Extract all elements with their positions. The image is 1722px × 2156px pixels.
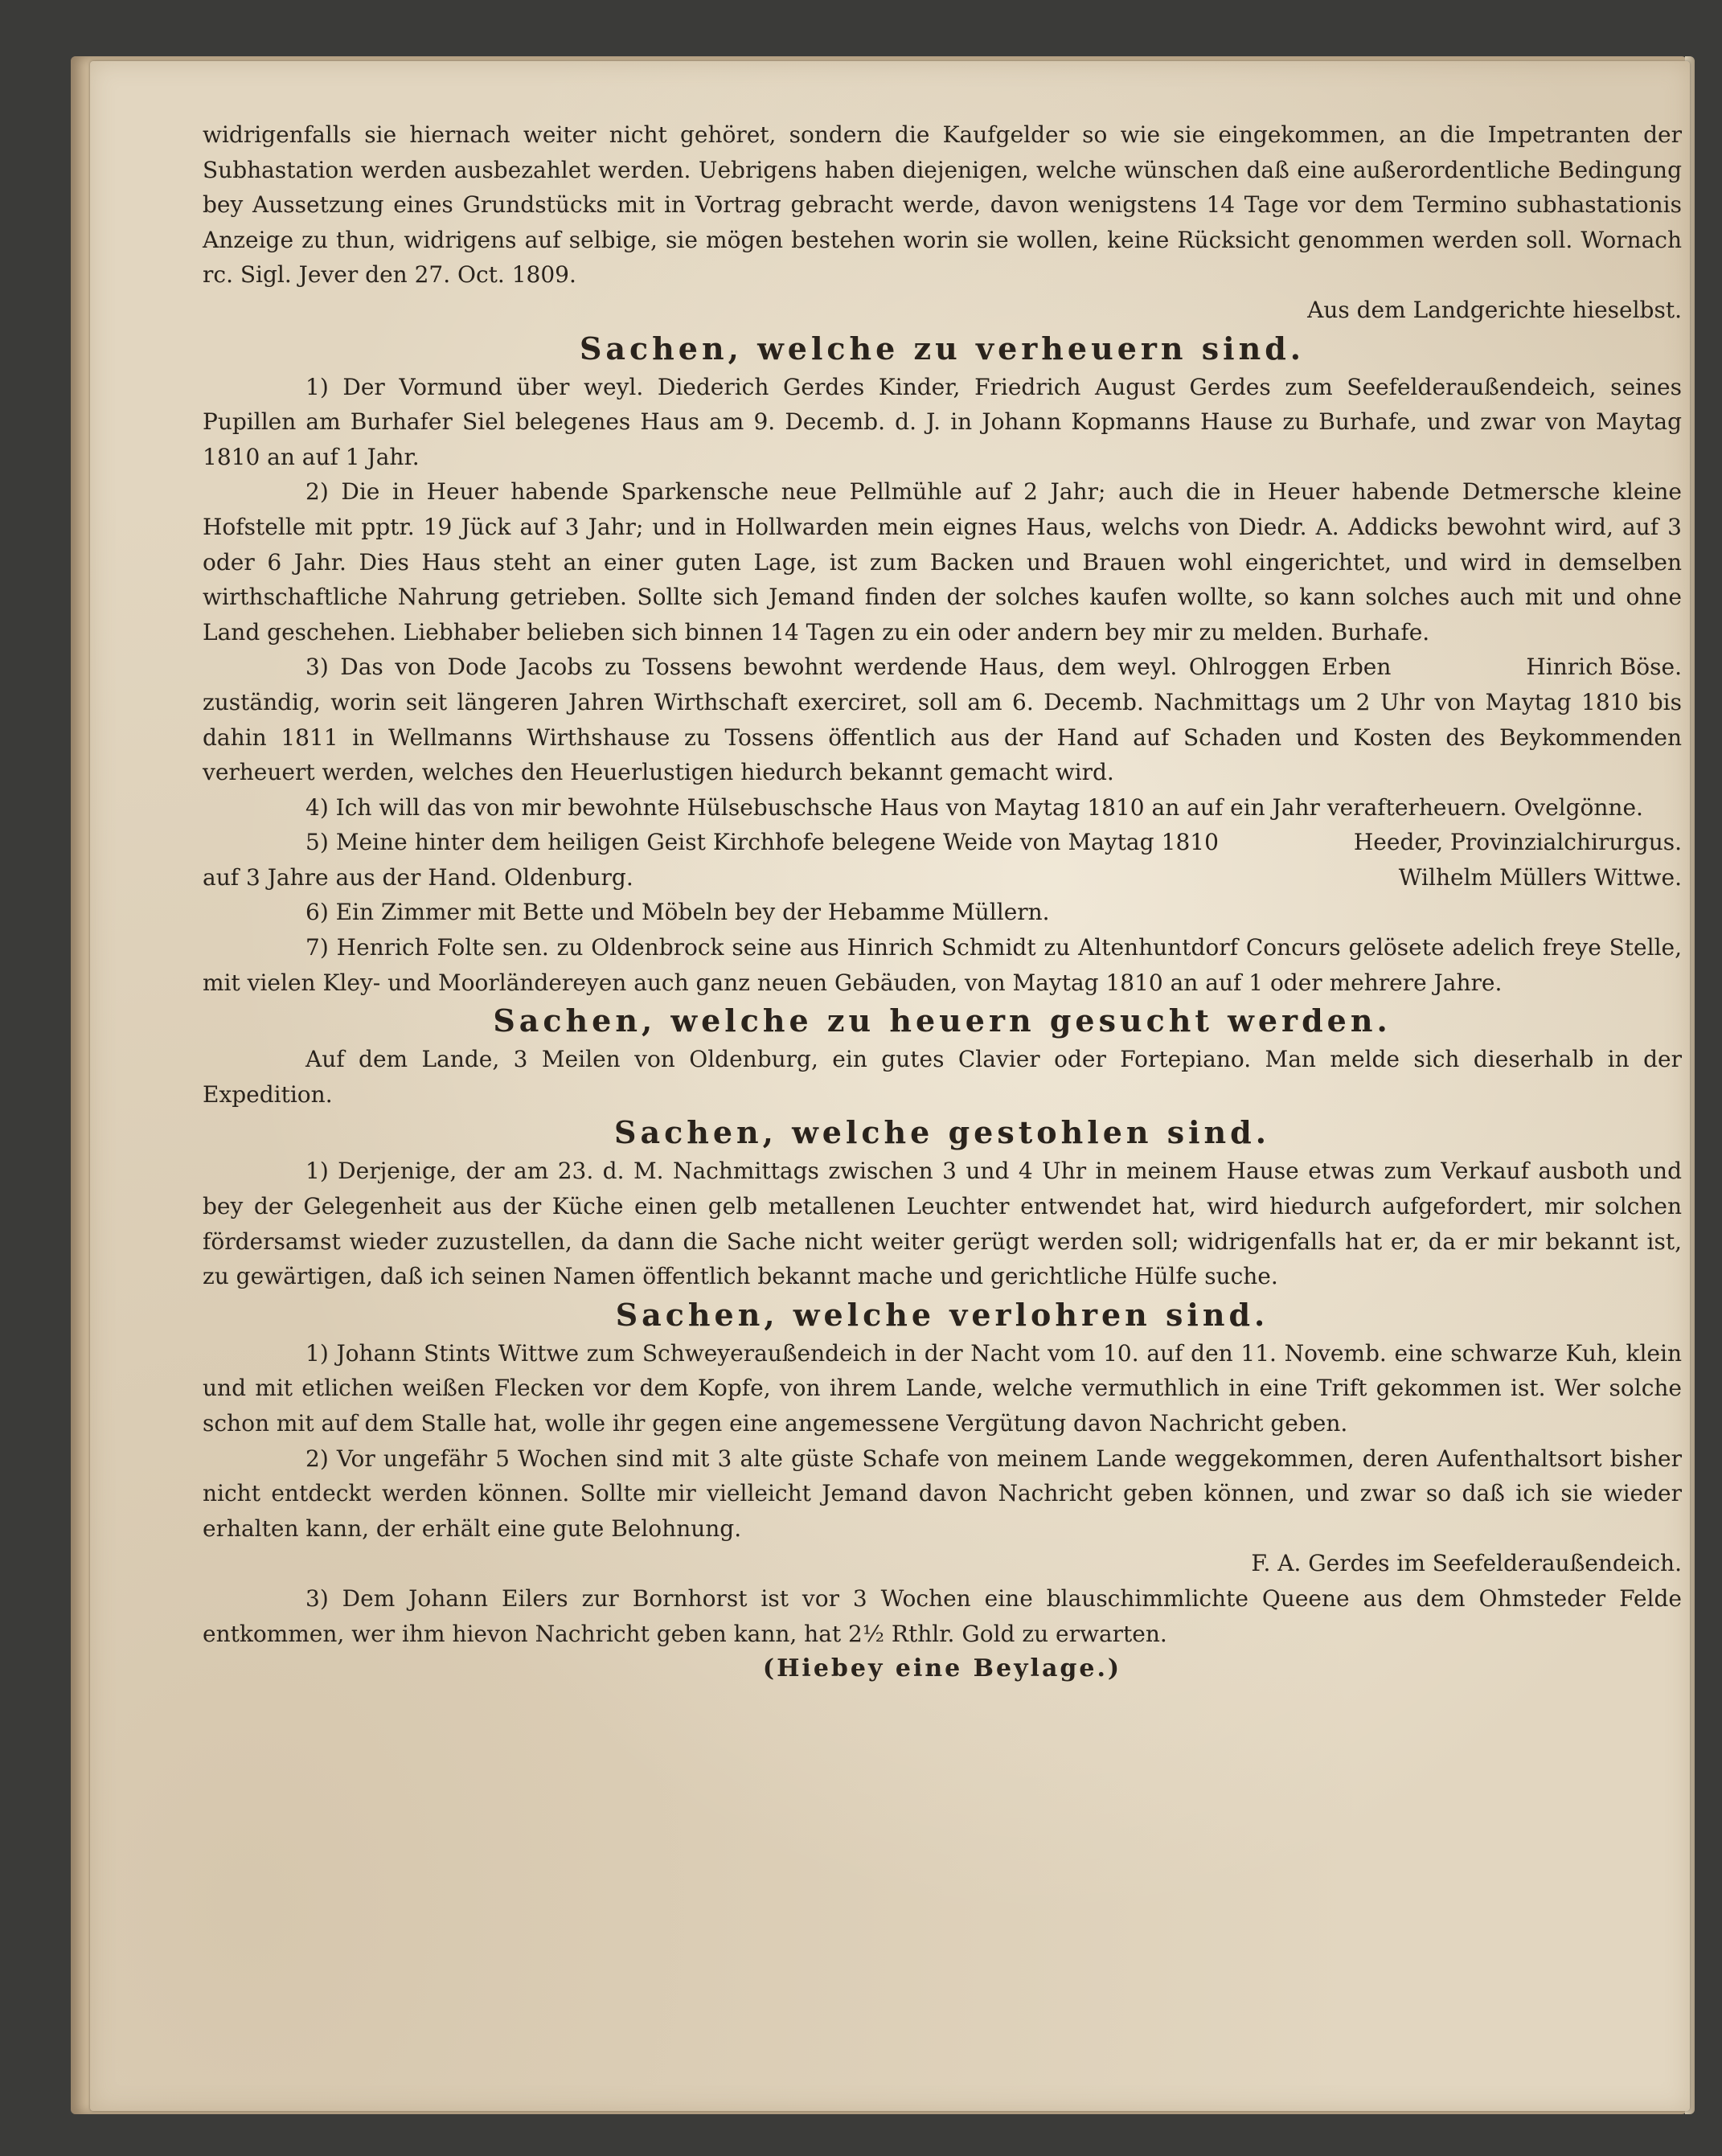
gesucht-item-1: Auf dem Lande, 3 Meilen von Oldenburg, ein gutes Clavier oder Fortepiano. Man melde sich dieserhalb in der Expedition. [203,1046,1682,1108]
verlohren-item-1: 1) Johann Stints Wittwe zum Schweyeraußendeich in der Nacht vom 10. auf den 11. Novemb. eine schwarze Kuh, klein und mit etlichen weißen Flecken vor dem Kopfe, von ihrem Lande, welche vermuthlich in eine Trift gekommen ist. Wer solche schon mit auf dem Stalle hat, wolle ihr gegen eine angemessene Vergütung davon Nachricht geben. [203,1339,1682,1437]
verheuern-item-5-text: 5) Meine hinter dem heiligen Geist Kirchhofe belegene Weide von Maytag 1810 auf 3 Jahre aus der Hand. Oldenburg. [203,829,1219,891]
heading-verlohren: Sachen, welche verlohren sind. [615,1296,1269,1333]
verheuern-item-2 [203,474,1682,681]
verlohren-item-3: 3) Dem Johann Eilers zur Bornhorst ist vor 3 Wochen eine blauschimmlichte Queene aus dem Ohmsteder Felde entkommen, wer ihm hievon Nachricht geben kann, hat 2½ Rthlr. Gold zu erwarten. [203,1584,1682,1647]
verheuern-item-4 [203,790,1682,856]
gestohlen-item-1: 1) Derjenige, der am 23. d. M. Nachmittags zwischen 3 und 4 Uhr in meinem Hause etwas zum Verkauf ausboth und bey der Gelegenheit aus der Küche einen gelb metallenen Leuchter entwendet hat, wird hiedurch aufgefordert, mir solchen fördersamst wieder zuzustellen, da dann die Sache nicht weiter gerügt werden soll; widrigenfalls hat er, da er mir bekannt ist, zu gewärtigen, daß ich seinen Namen öffentlich bekannt mache und gerichtliche Hülfe suche. [203,1158,1682,1290]
verlohren-item-2: 2) Vor ungefähr 5 Wochen sind mit 3 alte güste Schafe von meinem Lande weggekommen, deren Aufenthaltsort bisher nicht entdeckt werden können. Sollte mir vielleicht Jemand davon Nachricht geben können, und zwar so daß ich sie wieder erhalten kann, der erhält eine gute Belohnung. [203,1445,1682,1542]
intro-paragraph: widrigenfalls sie hiernach weiter nicht gehöret, sondern die Kaufgelder so wie sie eingekommen, an die Impetranten der Subhastation werden ausbezahlet werden. Uebrigens haben diejenigen, welche wünschen daß eine außerordentliche Bedingung bey Aussetzung eines Grundstücks mit in Vortrag gebracht werde, davon wenigstens 14 Tage vor dem Termino subhastationis Anzeige zu thun, widrigens auf selbige, sie mögen bestehen worin sie wollen, keine Rücksicht genommen werden soll. Wornach rc. Sigl. Jever den 27. Oct. 1809. [203,121,1682,289]
verheuern-item-7: 7) Henrich Folte sen. zu Oldenbrock seine aus Hinrich Schmidt zu Altenhuntdorf Concurs gelösete adelich freye Stelle, mit vielen Kley- und Moorländereyen auch ganz neuen Gebäuden, von Maytag 1810 an auf 1 oder mehrere Jahre. [203,934,1682,996]
verheuern-item-5-signature: Wilhelm Müllers Wittwe. [1398,863,1682,891]
newspaper-page [90,61,1690,2111]
page-text [203,117,1682,1687]
intro-signature: Aus dem Landgerichte hieselbst. [1307,296,1682,323]
heading-gestohlen: Sachen, welche gestohlen sind. [614,1114,1270,1151]
heading-zu-verheuern: Sachen, welche zu verheuern sind. [579,330,1306,367]
verheuern-item-1: 1) Der Vormund über weyl. Diederich Gerdes Kinder, Friedrich August Gerdes zum Seefelderaußendeich, seines Pupillen am Burhafer Siel belegenes Haus am 9. Decemb. d. J. in Johann Kopmanns Hause zu Burhafe, und zwar von Maytag 1810 an auf 1 Jahr. [203,373,1682,470]
verlohren-signature: F. A. Gerdes im Seefelderaußendeich. [1251,1550,1682,1577]
closing-note: (Hiebey eine Beylage.) [762,1654,1122,1683]
heading-zu-heuern-gesucht: Sachen, welche zu heuern gesucht werden. [493,1002,1392,1039]
verheuern-item-3: 3) Das von Dode Jacobs zu Tossens bewohnt werdende Haus, dem weyl. Ohlroggen Erben zuständig, worin seit längeren Jahren Wirthschaft exerciret, soll am 6. Decemb. Nachmittags um 2 Uhr von Maytag 1810 bis dahin 1811 in Wellmanns Wirthshause zu Tossens öffentlich aus der Hand auf Schaden und Kosten des Beykommenden verheuert werden, welches den Heuerlustigen hiedurch bekannt gemacht wird. [203,654,1682,786]
verheuern-item-2-text: 2) Die in Heuer habende Sparkensche neue Pellmühle auf 2 Jahr; auch die in Heuer habende Detmersche kleine Hofstelle mit pptr. 19 Jück auf 3 Jahr; und in Hollwarden mein eignes Haus, welchs von Diedr. A. Addicks bewohnt wird, auf 3 oder 6 Jahr. Dies Haus steht an einer guten Lage, ist zum Backen und Brauen wohl eingerichtet, und wird in demselben wirthschaftliche Nahrung getrieben. Sollte sich Jemand finden der solches kaufen wollte, so kann solches auch mit und ohne Land geschehen. Liebhaber belieben sich binnen 14 Tagen zu ein oder andern bey mir zu melden. Burhafe. [203,478,1682,646]
verheuern-item-4-signature: Heeder, Provinzialchirurgus. [1353,829,1682,856]
verheuern-item-2-signature: Hinrich Böse. [1526,654,1682,681]
verheuern-item-6: 6) Ein Zimmer mit Bette und Möbeln bey der Hebamme Müllern. [305,899,1050,926]
verheuern-item-4-text: 4) Ich will das von mir bewohnte Hülsebuschsche Haus von Maytag 1810 an auf ein Jahr verafterheuern. Ovelgönne. [305,793,1643,821]
